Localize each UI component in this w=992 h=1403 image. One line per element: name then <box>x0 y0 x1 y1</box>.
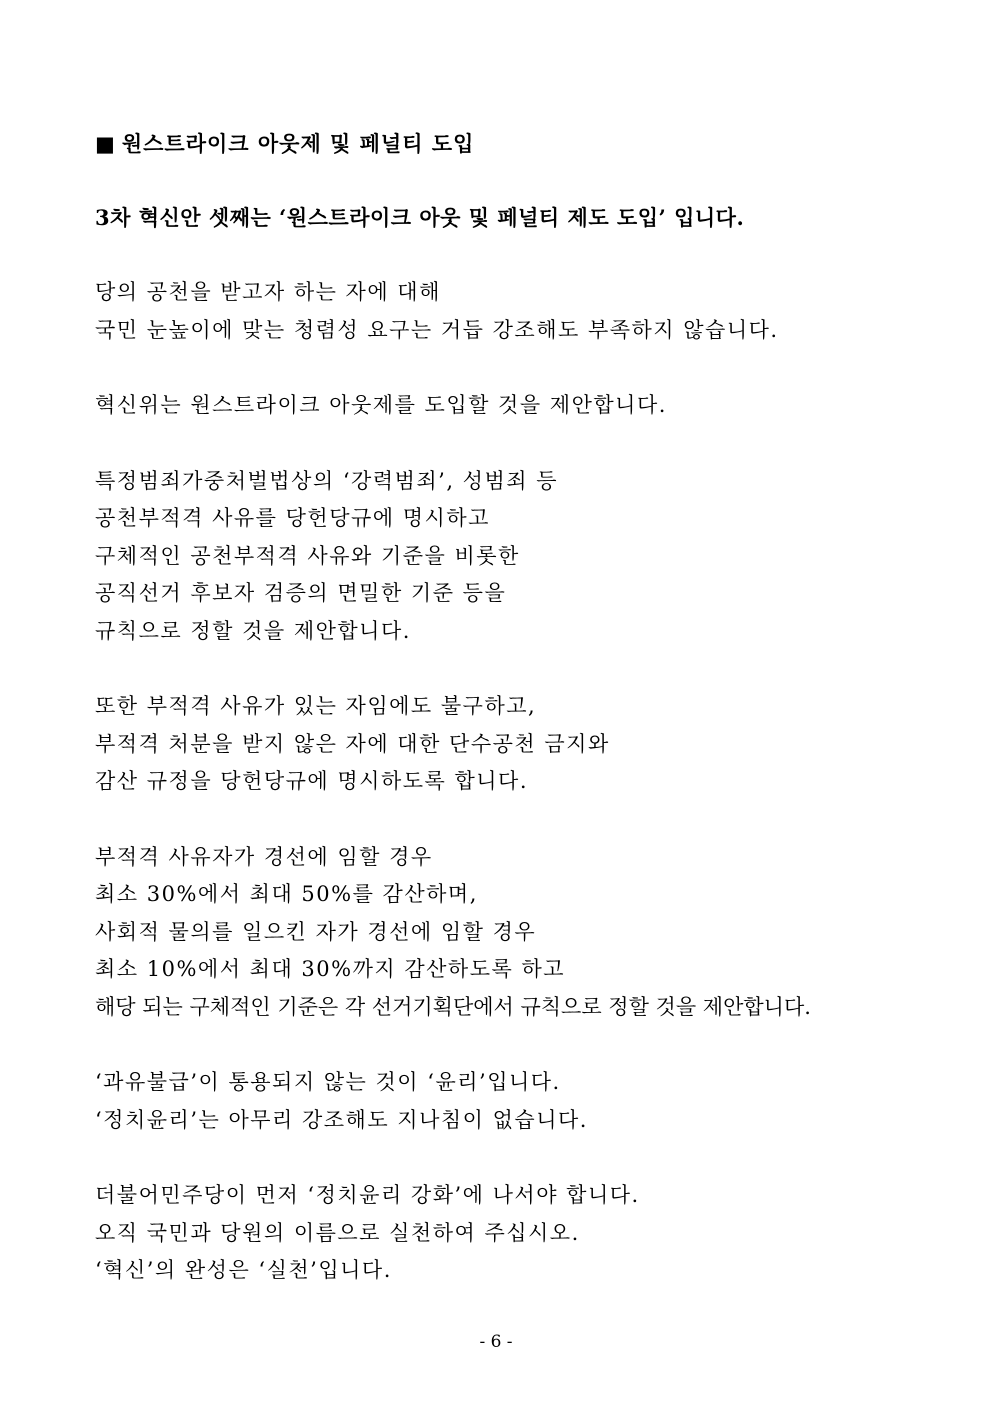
paragraph-line: 감산 규정을 당헌당규에 명시하도록 합니다. <box>95 769 529 793</box>
paragraph-line: 부적격 사유자가 경선에 임할 경우 <box>95 844 433 869</box>
document-body <box>95 126 915 1290</box>
paragraph-6 <box>95 1064 915 1139</box>
paragraph-3 <box>95 463 915 651</box>
paragraph-line: 특정범죄가중처벌법상의 ‘강력범죄’, 성범죄 등 <box>95 468 558 493</box>
paragraph-5 <box>95 839 915 1027</box>
paragraph-line: 혁신위는 원스트라이크 아웃제를 도입할 것을 제안합니다. <box>95 393 667 417</box>
paragraph-2 <box>95 387 915 425</box>
paragraph-line: 해당 되는 구체적인 기준은 각 선거기획단에서 규칙으로 정할 것을 제안합니다. <box>95 994 811 1019</box>
paragraph-line: 국민 눈높이에 맞는 청렴성 요구는 거듭 강조해도 부족하지 않습니다. <box>95 317 779 342</box>
paragraph-line: ‘정치윤리’는 아무리 강조해도 지나침이 없습니다. <box>95 1107 588 1132</box>
paragraph-line: 더불어민주당이 먼저 ‘정치윤리 강화’에 나서야 합니다. <box>95 1183 640 1207</box>
section-heading-text: 원스트라이크 아웃제 및 페널티 도입 <box>121 131 475 156</box>
lead-sentence: 3차 혁신안 셋째는 ‘원스트라이크 아웃 및 페널티 제도 도입’ 입니다. <box>95 205 745 230</box>
paragraph-7 <box>95 1177 915 1290</box>
section-heading <box>95 126 915 162</box>
square-bullet-icon: ■ <box>95 132 116 156</box>
paragraph-line: 사회적 물의를 일으킨 자가 경선에 임할 경우 <box>95 919 537 944</box>
paragraph-line: 또한 부적격 사유가 있는 자임에도 불구하고, <box>95 694 537 718</box>
paragraph-line: ‘혁신’의 완성은 ‘실천’입니다. <box>95 1258 392 1282</box>
paragraph-line: 공천부적격 사유를 당헌당규에 명시하고 <box>95 506 490 530</box>
paragraph-4 <box>95 688 915 801</box>
paragraph-line: 부적격 처분을 받지 않은 자에 대한 단수공천 금지와 <box>95 731 610 756</box>
paragraph-line: 공직선거 후보자 검증의 면밀한 기준 등을 <box>95 581 507 605</box>
paragraph-line: 최소 30%에서 최대 50%를 감산하며, <box>95 882 478 906</box>
paragraph-line: 규칙으로 정할 것을 제안합니다. <box>95 618 411 643</box>
paragraph-1 <box>95 274 915 349</box>
page-number: - 6 - <box>479 1332 513 1352</box>
paragraph-line: 최소 10%에서 최대 30%까지 감산하도록 하고 <box>95 957 566 981</box>
paragraph-line: 오직 국민과 당원의 이름으로 실천하여 주십시오. <box>95 1220 580 1245</box>
paragraph-line: 구체적인 공천부적격 사유와 기준을 비롯한 <box>95 543 520 568</box>
paragraph-line: ‘과유불급’이 통용되지 않는 것이 ‘윤리’입니다. <box>95 1070 561 1094</box>
paragraph-line: 당의 공천을 받고자 하는 자에 대해 <box>95 280 441 304</box>
